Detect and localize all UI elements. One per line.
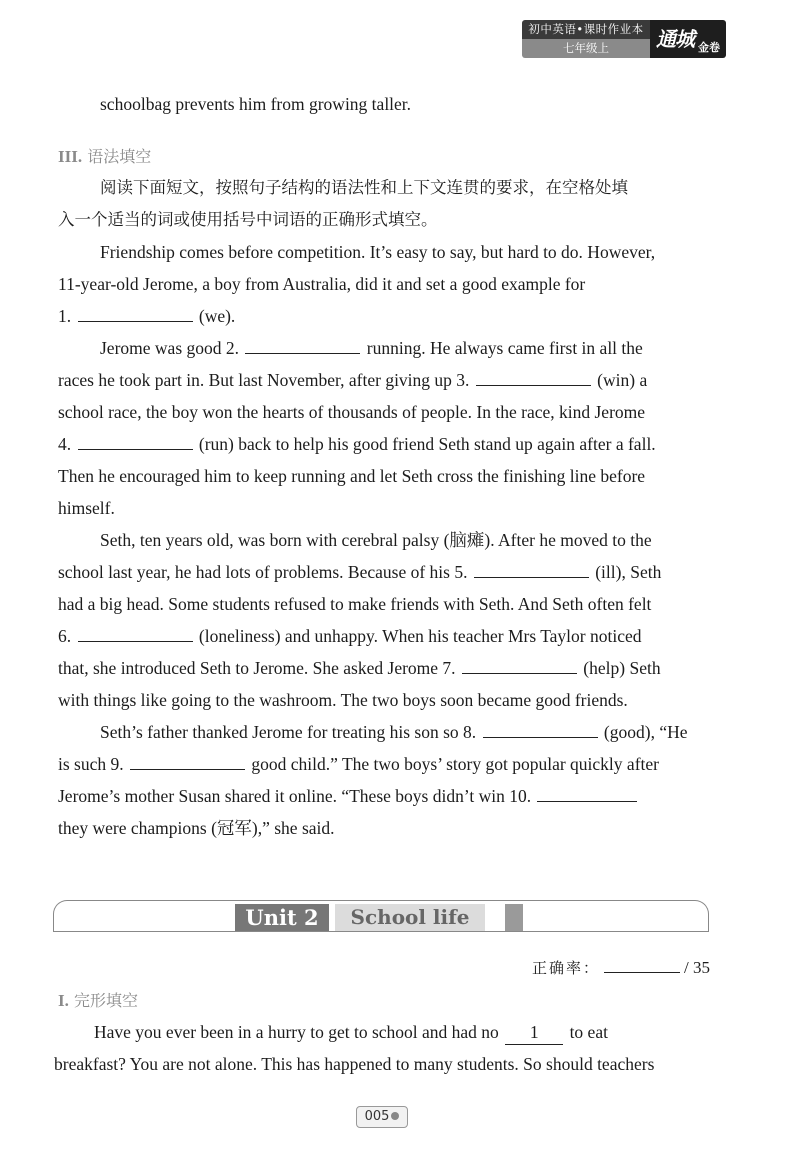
banner-end-block (505, 904, 523, 931)
instruction-line: 阅读下面短文，按照句子结构的语法性和上下文连贯的要求，在空格处填 (100, 178, 628, 197)
text-line: Then he encouraged him to keep running and let Seth cross the finishing line before (58, 466, 646, 486)
header-grade: 七年级上 (522, 39, 650, 58)
header-badge (522, 20, 726, 58)
text-line (94, 1020, 608, 1045)
page-number (356, 1106, 408, 1128)
unit-title: School life (335, 904, 485, 931)
section-roman: III. (58, 147, 83, 166)
text-segment: Jerome’s mother Susan shared it online. “These boys didn’t win 10. (58, 786, 532, 806)
unit-label: Unit 2 (235, 904, 329, 931)
text-line (58, 304, 235, 328)
text-line: Friendship comes before competition. It’s easy to say, but hard to do. However, (100, 242, 656, 262)
answer-blank-7[interactable] (462, 656, 577, 674)
text-line (58, 272, 711, 296)
text-line (58, 368, 647, 392)
page-dot-icon (391, 1112, 399, 1120)
text-line (58, 784, 639, 808)
text-line (58, 432, 656, 456)
blank-number: 6. (58, 626, 72, 646)
score-total: / 35 (684, 958, 710, 977)
text-segment: school last year, he had lots of problems. Because of his 5. (58, 562, 468, 582)
text-segment: (loneliness) and unhappy. When his teacher Mrs Taylor noticed (198, 626, 642, 646)
page-number-text: 005 (364, 1109, 390, 1124)
blank-hint: (we). (198, 306, 236, 326)
text-segment: good child.” The two boys’ story got popular quickly after (251, 754, 659, 774)
text-line: himself. (58, 498, 115, 518)
unit-banner (53, 900, 709, 932)
section-title-cloze (58, 988, 138, 1011)
text-line (100, 336, 643, 360)
answer-blank-2[interactable] (245, 336, 360, 354)
section-title-text: 语法填空 (87, 147, 152, 166)
text-segment: to eat (569, 1022, 608, 1042)
text-segment: (ill), Seth (595, 562, 662, 582)
answer-blank-8[interactable] (483, 720, 598, 738)
blank-number: 4. (58, 434, 72, 454)
text-segment: running. He always came first in all the (366, 338, 643, 358)
text-line (58, 752, 659, 776)
text-segment: races he took part in. But last November, after giving up 3. (58, 370, 470, 390)
section-roman: I. (58, 991, 69, 1010)
header-series: 初中英语•课时作业本 (522, 20, 650, 39)
text-line: they were champions (冠军),” she said. (58, 818, 335, 838)
answer-blank-10[interactable] (537, 784, 637, 802)
answer-blank-1[interactable] (78, 304, 193, 322)
blank-number: 1. (58, 306, 72, 326)
answer-blank-6[interactable] (78, 624, 193, 642)
text-line: breakfast? You are not alone. This has happened to many students. So should teachers (54, 1054, 655, 1074)
text-segment: (run) back to help his good friend Seth stand up again after a fall. (198, 434, 656, 454)
text-line: Seth, ten years old, was born with cerebral palsy (脑瘫). After he moved to the (100, 530, 652, 550)
answer-blank-9[interactable] (130, 752, 245, 770)
text-segment: (help) Seth (583, 658, 661, 678)
text-segment: Have you ever been in a hurry to get to school and had no (94, 1022, 499, 1042)
text-line: had a big head. Some students refused to make friends with Seth. And Seth often felt (58, 594, 652, 614)
answer-blank-3[interactable] (476, 368, 591, 386)
text-segment: Jerome was good 2. (100, 338, 240, 358)
brand-logo-main: 通城 (656, 27, 694, 51)
answer-blank-5[interactable] (474, 560, 589, 578)
text-segment: (good), “He (603, 722, 688, 742)
banner-divider (53, 931, 709, 932)
text-line: schoolbag prevents him from growing taller. (100, 94, 412, 114)
section-title-text: 完形填空 (73, 991, 138, 1010)
cloze-blank-1[interactable]: 1 (505, 1020, 563, 1045)
text-line: with things like going to the washroom. The two boys soon became good friends. (58, 690, 628, 710)
brand-logo (650, 20, 726, 58)
score-blank[interactable] (604, 956, 680, 973)
brand-logo-sub: 金卷 (698, 41, 720, 54)
score-label: 正确率： (532, 959, 601, 977)
text-line (58, 656, 661, 680)
instruction-line: 入一个适当的词或使用括号中词语的正确形式填空。 (58, 210, 438, 229)
text-segment: Seth’s father thanked Jerome for treating his son so 8. (100, 722, 477, 742)
score-line (532, 956, 710, 978)
text-line: school race, the boy won the hearts of thousands of people. In the race, kind Jerome (58, 402, 646, 422)
text-segment: is such 9. (58, 754, 124, 774)
text-line (58, 624, 642, 648)
text-line (58, 560, 661, 584)
answer-blank-4[interactable] (78, 432, 193, 450)
text-segment: that, she introduced Seth to Jerome. She asked Jerome 7. (58, 658, 456, 678)
text-segment: 11-year-old Jerome, a boy from Australia, did it and set a good example for (58, 274, 586, 294)
text-segment: (win) a (597, 370, 648, 390)
text-line (100, 720, 688, 744)
section-title-grammar (58, 144, 151, 167)
